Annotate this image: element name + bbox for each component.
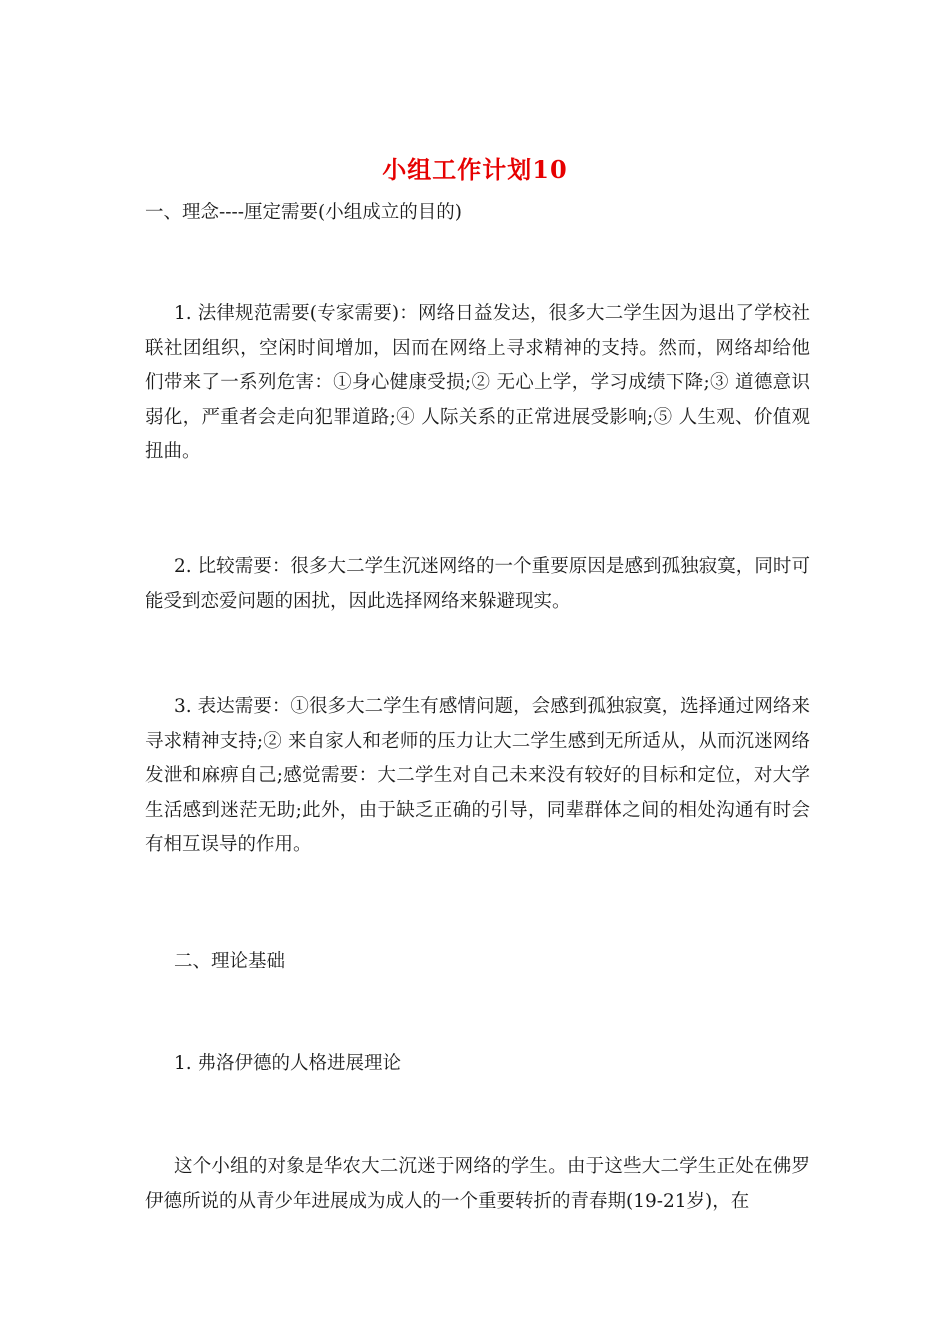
paragraph-comparative-need: 2. 比较需要：很多大二学生沉迷网络的一个重要原因是感到孤独寂寞，同时可能受到恋爱问题的困扰，因此选择网络来躲避现实。	[145, 556, 810, 612]
document-title: 小组工作计划10	[382, 155, 568, 184]
subsection1-heading: 1. 弗洛伊德的人格进展理论	[174, 1053, 402, 1074]
section2-heading: 二、理论基础	[174, 951, 286, 972]
section1-heading: 一、理念----厘定需要(小组成立的目的)	[145, 202, 462, 223]
paragraph-legal-need: 1. 法律规范需要(专家需要)：网络日益发达，很多大二学生因为退出了学校社联社团组织，空闲时间增加，因而在网络上寻求精神的支持。然而，网络却给他们带来了一系列危害：①身心健康受损;② 无心上学，学习成绩下降;③ 道德意识弱化，严重者会走向犯罪道路;④ 人际关系的正常进展受影响;⑤ 人生观、价值观扭曲。	[145, 303, 810, 462]
paragraph-expressed-need: 3. 表达需要：①很多大二学生有感情问题，会感到孤独寂寞，选择通过网络来寻求精神支持;② 来自家人和老师的压力让大二学生感到无所适从，从而沉迷网络发泄和麻痹自己;感觉需要：大二学生对自己未来没有较好的目标和定位，对大学生活感到迷茫无助;此外，由于缺乏正确的引导，同辈群体之间的相处沟通有时会有相互误导的作用。	[145, 696, 810, 855]
paragraph-group-target: 这个小组的对象是华农大二沉迷于网络的学生。由于这些大二学生正处在佛罗伊德所说的从青少年进展成为成人的一个重要转折的青春期(19-21岁)，在	[145, 1156, 810, 1212]
